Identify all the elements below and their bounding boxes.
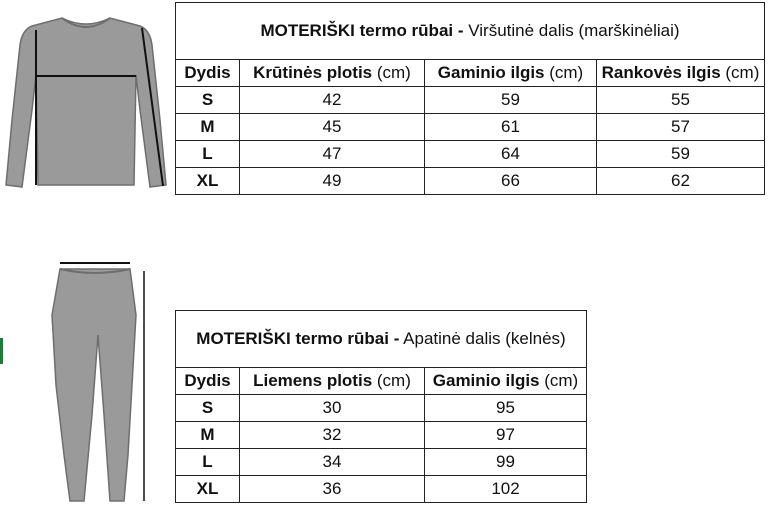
table-row (176, 449, 587, 476)
value-cell: 55 (597, 87, 765, 114)
column-header-sleeve-length: Rankovės ilgis (cm) (597, 60, 765, 87)
value-cell: 47 (240, 141, 425, 168)
edge-color-mark (0, 338, 3, 364)
value-cell: 59 (425, 87, 597, 114)
long-sleeve-shirt-illustration (0, 0, 172, 200)
column-header-waist-width: Liemens plotis (cm) (240, 368, 425, 395)
table-title: MOTERIŠKI termo rūbai - Apatinė dalis (kelnės) (176, 311, 587, 368)
value-cell: 32 (240, 422, 425, 449)
value-cell: 49 (240, 168, 425, 195)
column-header-size: Dydis (176, 368, 240, 395)
value-cell: 34 (240, 449, 425, 476)
value-cell: 59 (597, 141, 765, 168)
value-cell: 61 (425, 114, 597, 141)
value-cell: 64 (425, 141, 597, 168)
table-title: MOTERIŠKI termo rūbai - Viršutinė dalis (marškinėliai) (176, 3, 765, 60)
leggings-shape (52, 269, 136, 501)
size-cell: M (176, 114, 240, 141)
value-cell: 57 (597, 114, 765, 141)
table-row (176, 141, 765, 168)
size-cell: M (176, 422, 240, 449)
table-header-row (176, 368, 587, 395)
table-row (176, 168, 765, 195)
leggings-illustration (40, 255, 155, 506)
value-cell: 42 (240, 87, 425, 114)
size-cell: XL (176, 476, 240, 503)
table-row (176, 395, 587, 422)
value-cell: 62 (597, 168, 765, 195)
table-row (176, 114, 765, 141)
bottom-size-table (175, 310, 587, 503)
size-cell: S (176, 395, 240, 422)
size-cell: L (176, 141, 240, 168)
value-cell: 30 (240, 395, 425, 422)
table-row (176, 476, 587, 503)
value-cell: 66 (425, 168, 597, 195)
column-header-length: Gaminio ilgis (cm) (425, 368, 587, 395)
size-cell: L (176, 449, 240, 476)
column-header-chest-width: Krūtinės plotis (cm) (240, 60, 425, 87)
size-cell: XL (176, 168, 240, 195)
table-row (176, 422, 587, 449)
size-cell: S (176, 87, 240, 114)
value-cell: 45 (240, 114, 425, 141)
value-cell: 102 (425, 476, 587, 503)
value-cell: 95 (425, 395, 587, 422)
shirt-body-shape (6, 18, 166, 187)
value-cell: 99 (425, 449, 587, 476)
value-cell: 36 (240, 476, 425, 503)
table-row (176, 87, 765, 114)
value-cell: 97 (425, 422, 587, 449)
top-size-table (175, 2, 765, 195)
table-header-row (176, 60, 765, 87)
column-header-size: Dydis (176, 60, 240, 87)
column-header-length: Gaminio ilgis (cm) (425, 60, 597, 87)
